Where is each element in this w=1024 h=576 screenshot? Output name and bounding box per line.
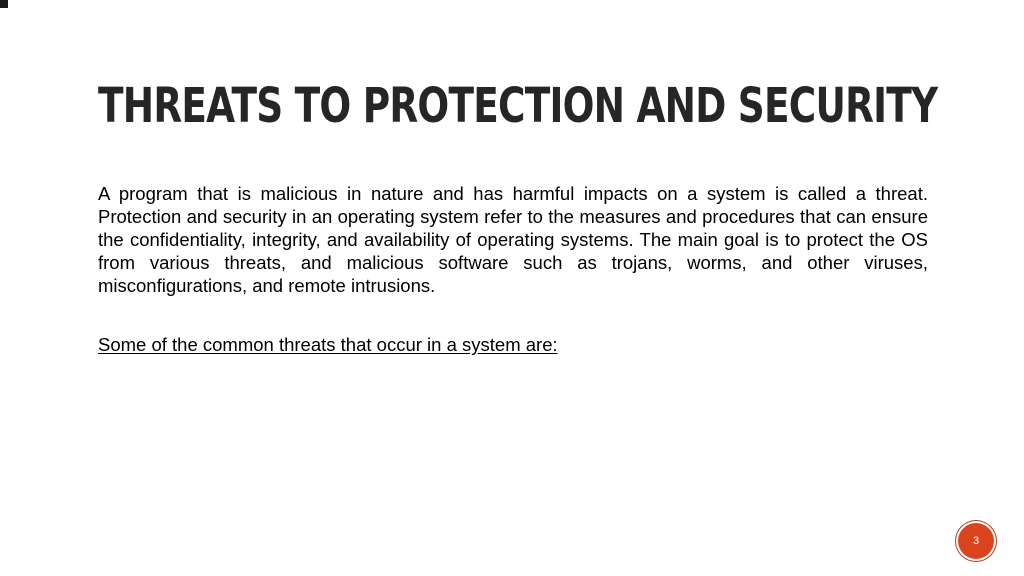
body-paragraph: A program that is malicious in nature and has harmful impacts on a system is called a threat. Protection and security in an operating system refer to the measures and procedures that can ensure the confidentiality, integrity, and availability of operating systems. The main goal is to protect the OS from various threats, and malicious software such as trojans, worms, and other viruses, misconfigurations, and remote intrusions. (98, 183, 928, 296)
slide-number-badge: 3 (956, 521, 996, 561)
corner-accent (0, 0, 12, 12)
threats-subheading: Some of the common threats that occur in a system are: (98, 334, 558, 355)
slide-title: THREATS TO PROTECTION AND SECURITY (98, 78, 938, 134)
